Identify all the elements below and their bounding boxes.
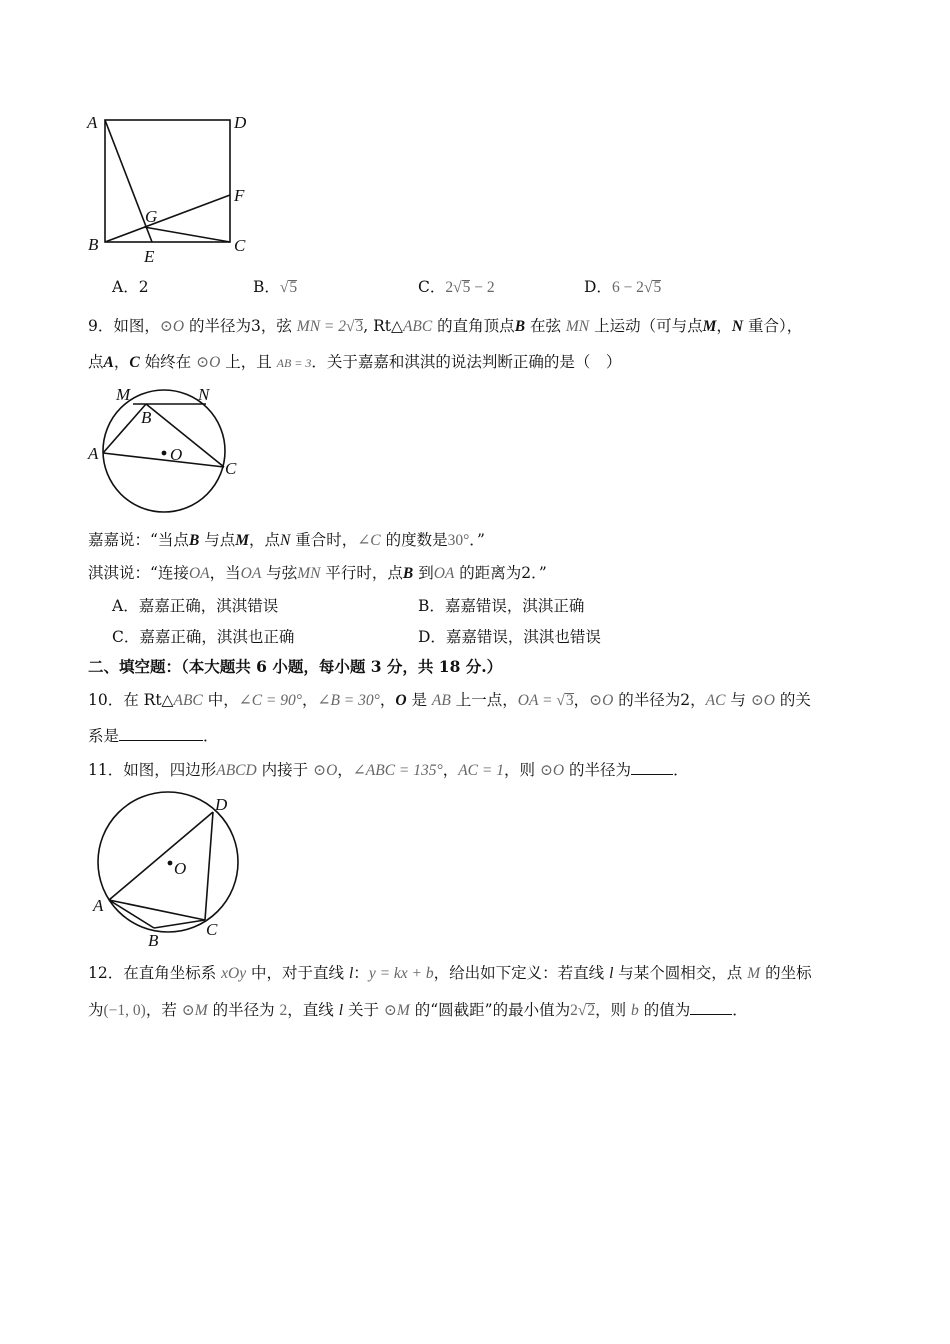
q11-ac: AC = 1 xyxy=(458,762,504,779)
q9-line-ab xyxy=(103,404,146,453)
q9-jiajia-m: M xyxy=(235,532,250,549)
q9-qiqi-oa2: OA xyxy=(240,565,262,582)
q9-jiajia-4: 重合时， xyxy=(290,531,358,549)
q9-line-1 xyxy=(88,316,802,337)
q9-l2-ab: AB = 3 xyxy=(276,356,312,370)
q11-label-a: A xyxy=(93,896,104,915)
q10-abc: ABC xyxy=(173,692,203,709)
q8-square xyxy=(105,120,230,242)
q9-bold-b: B xyxy=(514,318,526,335)
q9-label-m: M xyxy=(116,385,131,404)
q9-l2-5: ．关于嘉嘉和淇淇的说法判断正确的是（ ） xyxy=(311,353,622,371)
q11-circle-o: ⊙O xyxy=(313,762,338,779)
q9-jiajia-statement xyxy=(88,530,485,551)
q9-qiqi-oa3: OA xyxy=(433,565,455,582)
q9-l2-c: C xyxy=(129,354,140,371)
q9-l2-o: ⊙O xyxy=(196,354,221,371)
q11-circle-o2: ⊙O xyxy=(539,762,565,779)
q9-jiajia-1: 嘉嘉说：“当点 xyxy=(88,531,189,549)
q8-label-b: B xyxy=(88,235,99,254)
q11-line-dc xyxy=(205,812,213,920)
q10-oa-rad: 3 xyxy=(565,692,574,709)
q12-line2-2: ，若 xyxy=(145,1001,182,1019)
section2-title: 二、填空题：（本大题共 6 小题，每小题 3 分，共 18 分.） xyxy=(88,657,503,676)
q11-num: 11． xyxy=(88,761,124,779)
q10-t7: ， xyxy=(573,691,590,709)
q9-l2-4: 上，且 xyxy=(220,353,277,371)
q8-options-d-pre: 6 − 2 xyxy=(611,279,644,296)
q12-end: ． xyxy=(732,1001,748,1019)
q10-t6: 上一点， xyxy=(450,691,518,709)
q11-t6: 的半径为 xyxy=(564,761,632,779)
q8-label-d: D xyxy=(234,113,247,132)
q9-center-dot xyxy=(162,451,167,456)
q11-angle: ∠ABC = 135° xyxy=(352,762,443,779)
q9-l2-1: 点 xyxy=(88,353,104,371)
q10-angle-b: ∠B = 30° xyxy=(317,692,380,709)
q9-jiajia-b: B xyxy=(188,532,200,549)
q12-circle-m: ⊙M xyxy=(181,1002,208,1019)
q11-t1: 如图，四边形 xyxy=(123,761,217,779)
q8-options-a-label: A． xyxy=(112,278,139,296)
q9-option-d[interactable] xyxy=(418,627,601,647)
q11-line-ad xyxy=(109,812,213,900)
q11-label-b: B xyxy=(148,931,159,950)
q12-t6: 的坐标 xyxy=(760,964,812,982)
q8-options-d-label: D． xyxy=(584,278,612,296)
q12-coord: (−1, 0) xyxy=(103,1002,146,1019)
q8-label-f: F xyxy=(234,186,245,205)
q9-qiqi-1: 淇淇说：“连接 xyxy=(88,564,189,582)
q12-eq: y = kx + b xyxy=(368,965,434,982)
q8-options-c-rad: 5 xyxy=(462,279,471,296)
q9-label-c: C xyxy=(225,459,237,478)
q9-mn-eq: MN = 2 xyxy=(296,318,347,335)
q12-circle-m2: ⊙M xyxy=(383,1002,410,1019)
q12-l: l xyxy=(348,965,354,982)
q8-option-d[interactable] xyxy=(584,277,661,298)
q9-num: 9． xyxy=(88,317,114,335)
q9-opt-a: A．嘉嘉正确，淇淇错误 xyxy=(112,597,279,615)
q12-m: M xyxy=(747,965,761,982)
q9-jiajia-6: ．” xyxy=(469,531,485,549)
q11-t3: ， xyxy=(337,761,353,779)
q9-l2-a: A xyxy=(103,354,114,371)
q9-circle-o: ⊙O xyxy=(159,318,185,335)
q11-end: ． xyxy=(673,761,689,779)
q12-line2-8: 的值为 xyxy=(638,1001,691,1019)
q9-jiajia-2: 与点 xyxy=(199,531,236,549)
q9-jiajia-deg: 30° xyxy=(447,532,470,549)
q12-two: 2 xyxy=(279,1002,288,1019)
q9-jiajia-angle: ∠C xyxy=(357,532,381,549)
q8-option-c[interactable] xyxy=(418,277,495,298)
q9-l2-2: ， xyxy=(113,353,130,371)
q9-label-n: N xyxy=(198,385,210,404)
q12-line2-6: 的“圆截距”的最小值为 xyxy=(409,1001,571,1019)
q9-qiqi-b: B xyxy=(402,565,414,582)
q11-answer-blank[interactable] xyxy=(631,758,673,775)
q9-label-b: B xyxy=(141,408,152,427)
q10-angle-c: ∠C = 90° xyxy=(238,692,302,709)
q8-options-b-label: B． xyxy=(253,278,280,296)
q9-t4: 的直角顶点 xyxy=(432,317,515,335)
q11-center-dot xyxy=(168,861,173,866)
q8-options-c-label: C． xyxy=(418,278,446,296)
q12-t3: ： xyxy=(353,964,369,982)
q8-label-c: C xyxy=(234,236,246,255)
math-fragment: √5 xyxy=(279,279,298,296)
q9-option-a[interactable] xyxy=(112,596,278,616)
math-fragment: √3 xyxy=(556,692,574,709)
q11-t4: ， xyxy=(442,761,459,779)
q12-line2-7: ，则 xyxy=(595,1001,632,1019)
q10-circle-o: ⊙O xyxy=(589,692,614,709)
q8-options-a-val: 2 xyxy=(138,278,149,296)
math-fragment: 2√5 − 2 xyxy=(445,279,495,296)
q8-options-d-rad: 5 xyxy=(653,279,662,296)
q9-t1: 如图， xyxy=(113,317,160,335)
q8-options-c-pre: 2 xyxy=(445,279,454,296)
q9-circle-figure xyxy=(80,380,250,515)
q11-abcd: ABCD xyxy=(216,762,257,779)
q9-label-a: A xyxy=(88,444,99,463)
q9-opt-b: B．嘉嘉错误，淇淇正确 xyxy=(418,597,585,615)
q10-answer-blank[interactable] xyxy=(119,724,203,741)
q10-line2: 系是 xyxy=(88,727,120,745)
q12-l2: l xyxy=(609,965,614,982)
q11-t2: 内接于 xyxy=(256,761,314,779)
q12-line2-1: 为 xyxy=(88,1001,104,1019)
q12-line2-4: ，直线 xyxy=(287,1001,339,1019)
q10-t2: 中， xyxy=(202,691,239,709)
q9-t2: 的半径为3，弦 xyxy=(184,317,297,335)
q9-mn: MN xyxy=(565,318,590,335)
q12-num: 12． xyxy=(88,964,124,982)
q11-label-c: C xyxy=(206,920,218,939)
q10-end: ． xyxy=(203,727,219,745)
q10-num: 10． xyxy=(88,691,124,709)
q9-option-b[interactable] xyxy=(418,596,584,616)
q12-t2: 中，对于直线 xyxy=(246,964,349,982)
q9-qiqi-mn: MN xyxy=(297,565,321,582)
math-fragment: 2√2 xyxy=(570,1002,596,1019)
q9-qiqi-2: ，当 xyxy=(209,564,241,582)
q9-option-c[interactable] xyxy=(112,627,294,647)
q8-options-b-val: 5 xyxy=(289,279,298,296)
q9-label-o: O xyxy=(170,445,183,464)
section-2-heading xyxy=(88,657,502,677)
q9-qiqi-statement xyxy=(88,563,547,584)
q12-t4: ，给出如下定义：若直线 xyxy=(433,964,610,982)
q10-line-2 xyxy=(88,724,219,746)
q11-t5: ，则 xyxy=(504,761,540,779)
q9-jiajia-n: N xyxy=(280,532,291,549)
q10-ab: AB xyxy=(431,692,451,709)
q9-t7: ， xyxy=(716,317,732,335)
q9-qiqi-4: 平行时，点 xyxy=(320,564,403,582)
q8-options-c-post: − 2 xyxy=(470,279,495,296)
q12-line-2 xyxy=(88,998,748,1021)
q9-mn-rad: 3 xyxy=(355,318,364,335)
q11-circle-figure xyxy=(88,788,258,950)
q12-t5: 与某个圆相交，点 xyxy=(613,964,748,982)
q9-qiqi-oa: OA xyxy=(188,565,210,582)
q12-xoy: xOy xyxy=(221,965,247,982)
math-fragment: √3 xyxy=(346,318,364,335)
q9-qiqi-3: 与弦 xyxy=(261,564,298,582)
q8-line-gc xyxy=(144,227,230,242)
q12-min-rad: 2 xyxy=(587,1002,596,1019)
q12-line-1 xyxy=(88,963,812,984)
q11-line-bc xyxy=(154,920,205,928)
q9-t5: 在弦 xyxy=(525,317,566,335)
q12-min-pre: 2 xyxy=(570,1002,578,1019)
q9-opt-d: D．嘉嘉错误，淇淇也错误 xyxy=(418,628,601,646)
math-fragment: 6 − 2√5 xyxy=(611,279,662,296)
q10-oa: OA = xyxy=(517,692,557,709)
q9-abc: ABC xyxy=(402,318,433,335)
q9-l2-3: 始终在 xyxy=(139,353,197,371)
q10-t9: 与 xyxy=(725,691,751,709)
q8-line-bf xyxy=(105,195,230,242)
q9-qiqi-5: 到 xyxy=(413,564,434,582)
q11-line-1 xyxy=(88,758,689,781)
q9-t8: 重合）， xyxy=(743,317,803,335)
q12-line2-5: 关于 xyxy=(343,1001,384,1019)
q10-t5: 是 xyxy=(406,691,432,709)
q10-circle-o2: ⊙O xyxy=(750,692,775,709)
q9-jiajia-5: 的度数是 xyxy=(380,531,448,549)
q12-line2-3: 的半径为 xyxy=(207,1001,280,1019)
q10-t10: 的关 xyxy=(775,691,811,709)
q9-line-2 xyxy=(88,352,621,373)
q12-answer-blank[interactable] xyxy=(690,998,732,1015)
q8-option-b[interactable] xyxy=(253,277,297,298)
q10-o: O xyxy=(395,692,407,709)
q10-t8: 的半径为2， xyxy=(613,691,706,709)
q10-t1: 在 Rt△ xyxy=(123,691,174,709)
q9-t3: , Rt△ xyxy=(363,317,403,335)
q12-b: b xyxy=(631,1002,639,1019)
q12-t1: 在直角坐标系 xyxy=(123,964,222,982)
q10-t3: ， xyxy=(301,691,318,709)
q11-label-d: D xyxy=(215,795,228,814)
q9-t6: 上运动（可与点 xyxy=(589,317,703,335)
q9-opt-c: C．嘉嘉正确，淇淇也正确 xyxy=(112,628,295,646)
q8-label-e: E xyxy=(144,247,155,266)
q10-line-1 xyxy=(88,690,811,711)
q9-bold-n: N xyxy=(731,318,744,335)
q9-qiqi-6: 的距离为2．” xyxy=(454,564,547,582)
q9-bold-m: M xyxy=(702,318,717,335)
q11-label-o: O xyxy=(174,859,187,878)
q8-square-figure xyxy=(80,108,260,270)
q10-ac: AC xyxy=(705,692,726,709)
q12-l3: l xyxy=(338,1002,344,1019)
q9-jiajia-3: ，点 xyxy=(249,531,281,549)
q8-label-g: G xyxy=(145,207,158,226)
q8-label-a: A xyxy=(87,113,98,132)
q11-line-ac xyxy=(109,900,205,920)
q10-t4: ， xyxy=(379,691,396,709)
q8-option-a[interactable] xyxy=(112,277,149,297)
